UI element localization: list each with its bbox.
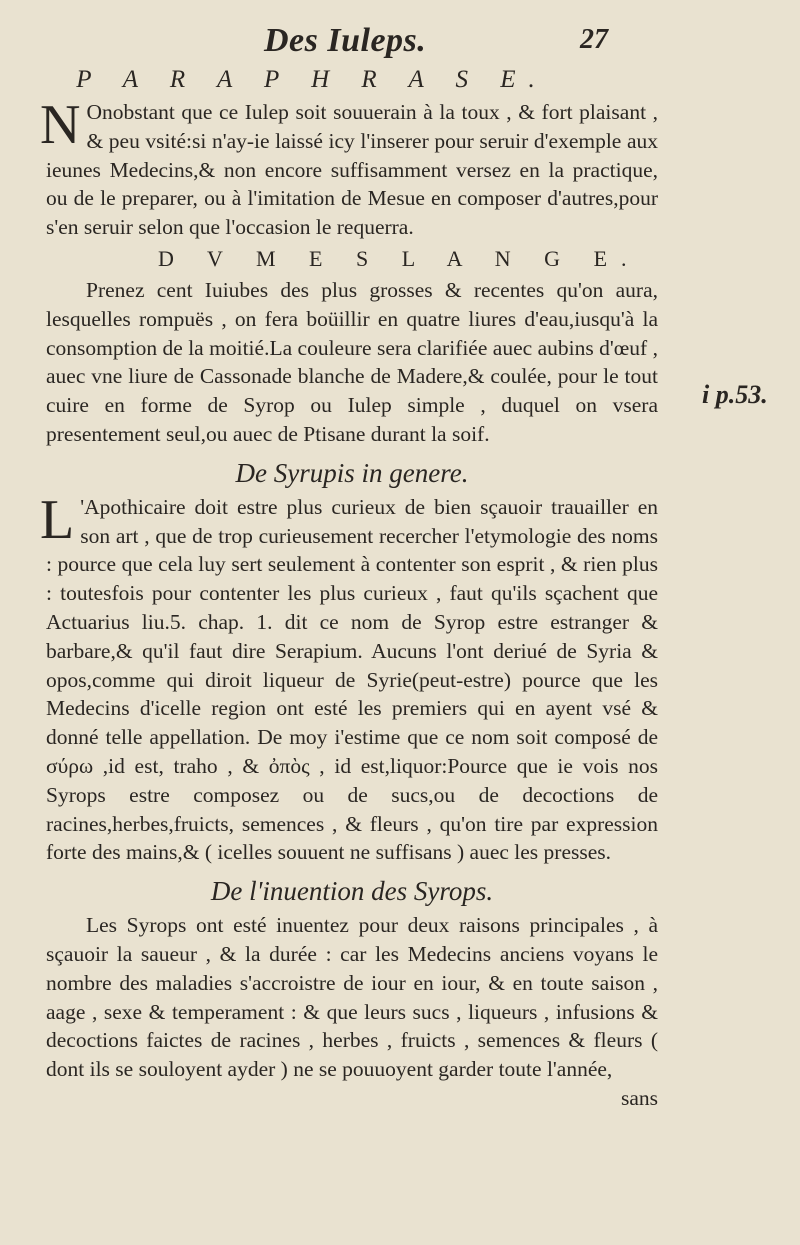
paraphrase-heading: P A R A P H R A S E. — [76, 66, 548, 93]
catchword: sans — [620, 1085, 658, 1110]
running-head: Des Iuleps. — [264, 22, 427, 59]
syrupis-paragraph — [40, 488, 658, 867]
syrupis-text: 'Apothicaire doit estre plus curieux de bien sçauoir trauailler en son art , que de trop curieusement recercher l'etymologie des noms : pource que cela luy sert seulement à contenter son esprit , & rien plus : toutesfois pour contenter les plus curieux , faut qu'ils sçachent que Actuarius liu.5. chap. 1. dit ce nom de Syrop estre estranger & barbare,& qu'il faut dire Serapium. Aucuns l'ont deriué de Syria & opos,comme qui diroit liqueur de Syrie(peut-estre) pource que les Medecins d'icelle region ont esté les premiers qui en ayent vsé & donné telle appellation. De moy i'estime que ce nom soit composé de σύρω ,id est, traho , & ὀπὸς , id est,liquor:Pource que ie vois nos Syrops estre composez ou de sucs,ou de decoctions de racines,herbes,fruicts, semences , & fleurs , qu'on tire par expression forte des mains,& ( icelles souuent ne suffisans ) auec les presses. — [46, 494, 658, 865]
inuention-paragraph — [46, 911, 658, 1113]
meslange-heading: D V M E S L A N G E. — [158, 245, 641, 271]
dropcap-l: L — [40, 488, 75, 551]
dropcap-n: N — [40, 94, 81, 156]
syrupis-heading: De Syrupis in genere. — [235, 457, 469, 488]
page-header — [0, 14, 800, 59]
paraphrase-text: Onobstant que ce Iulep soit souuerain à la toux , & fort plaisant , & peu vsité:si n'ay-ie laissé icy l'inserer pour seruir d'exemple aux ieunes Medecins,& non encore suffisamment versez en la practique, ou de le preparer, ou à l'imitation de Mesue en composer d'autres,pour s'en seruir selon que l'occasion le requerra. — [46, 100, 658, 240]
inuention-heading: De l'inuention des Syrops. — [210, 876, 494, 907]
meslange-paragraph: Prenez cent Iuiubes des plus grosses & recentes qu'on aura, lesquelles rompuës , on fera boüillir en quatre liures d'eau,iusqu'à la consomption de la moitié.La couleure sera clarifiée auec aubins d'œuf , auec vne liure de Cassonade blanche de Madere,& coulée, pour le tout cuire en forme de Syrop ou Iulep simple , duquel on vsera presentement seul,ou auec de Ptisane durant la soif. — [46, 277, 658, 446]
page-number: 27 — [580, 24, 608, 55]
inuention-text: Les Syrops ont esté inuentez pour deux raisons principales , à sçauoir la saueur , & la durée : car les Medecins anciens voyans le nombre des maladies s'accroistre de iour en iour, & en toute saison , aage , sexe & temperament : & que leurs sucs , liqueurs , infusions & decoctions faictes de racines , herbes , fruicts , semences & fleurs ( dont ils se souloyent ayder ) ne se pouuoyent garder toute l'année, — [46, 913, 658, 1082]
text-column — [40, 62, 658, 1113]
paraphrase-paragraph — [40, 94, 658, 242]
margin-note: i p.53. — [702, 380, 768, 409]
